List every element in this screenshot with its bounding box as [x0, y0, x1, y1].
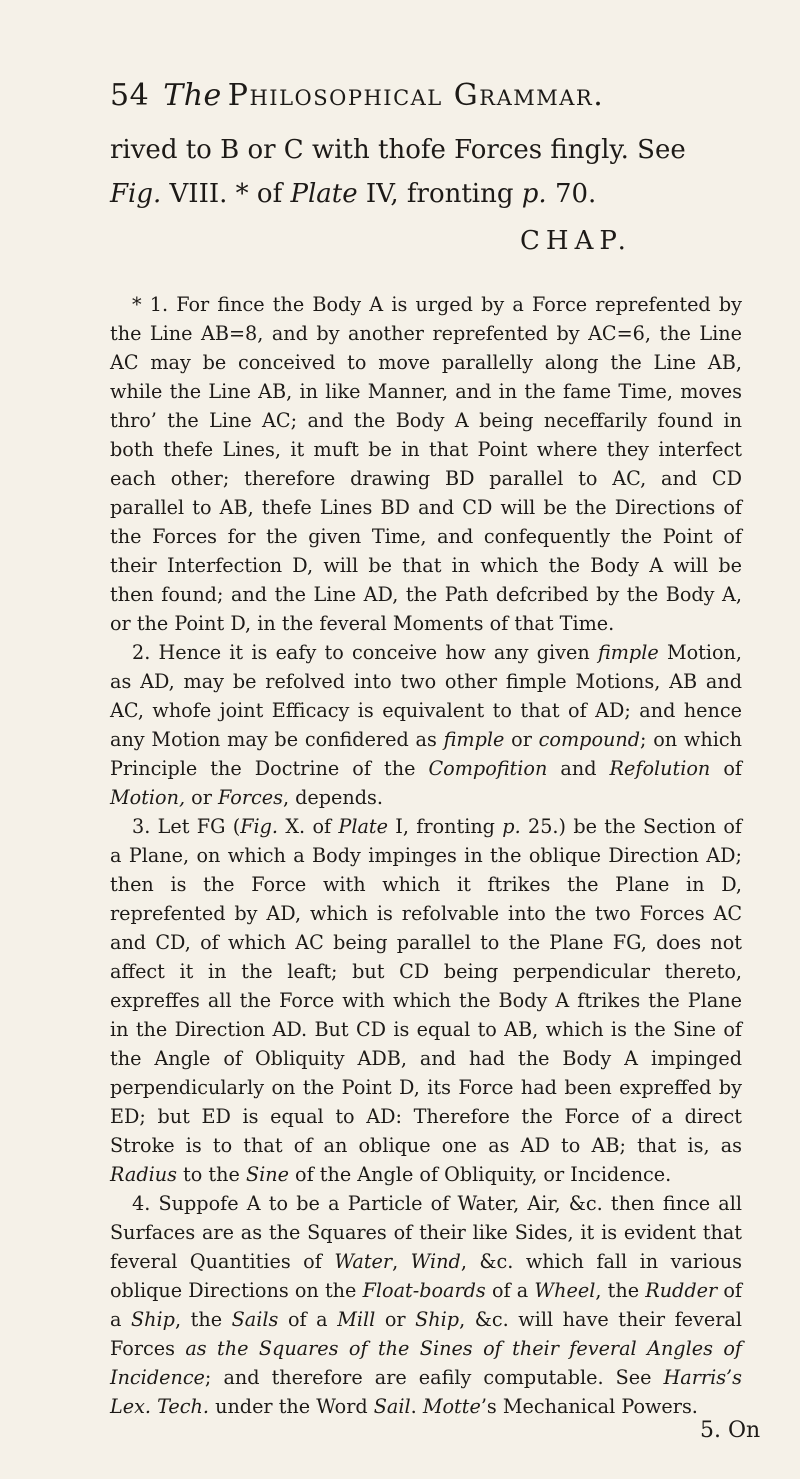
text: under the Word — [208, 1395, 374, 1418]
text: 2. Hence it is eafy to conceive how any given — [132, 641, 598, 664]
intro-text: rived to B or C with thofe Forces fingly. See — [110, 135, 686, 165]
paragraph-3 — [110, 812, 742, 1189]
italic-text: Sails — [231, 1308, 279, 1331]
italic-text: fimple — [443, 728, 505, 751]
italic-text: Rudder — [645, 1279, 718, 1302]
text: of a — [110, 1279, 742, 1331]
italic-text: Sine — [245, 1163, 289, 1186]
italic-text: Forces — [218, 786, 283, 809]
paragraph-4 — [110, 1189, 742, 1421]
header-the: The — [163, 78, 222, 113]
italic-text: Harris’s Lex. Tech. — [110, 1366, 742, 1418]
text: , the — [174, 1308, 232, 1331]
header-title: Philosophical Grammar. — [227, 78, 605, 113]
italic-text: as the Squares of the Sines of their feveral Angles of Incidence — [110, 1337, 742, 1389]
italic-text: Water — [334, 1250, 393, 1273]
text: I, fronting — [387, 815, 503, 838]
text: ; and therefore are eafily computable. See — [204, 1366, 664, 1389]
text: or — [375, 1308, 416, 1331]
text: , &c. will have their feveral Forces — [110, 1308, 742, 1360]
text: of — [710, 757, 742, 780]
italic-text: compound — [538, 728, 640, 751]
italic-text: Ship — [131, 1308, 175, 1331]
text: , the — [595, 1279, 646, 1302]
text: to the — [176, 1163, 246, 1186]
italic-text: Ship — [415, 1308, 460, 1331]
running-header — [110, 78, 604, 113]
italic-text: Float-boards — [362, 1279, 486, 1302]
italic-text: p. — [502, 815, 521, 838]
text: and — [547, 757, 610, 780]
italic-text: Fig. — [240, 815, 279, 838]
text: Motion, as AD, may be refolved into two other fimple Motions, AB and AC, whofe joint Efficacy is equivalent to that of AD; and hence any Motion may be confidered as — [110, 641, 742, 751]
text: ’s Mechanical Powers. — [480, 1395, 698, 1418]
italic-text: Refolution — [609, 757, 711, 780]
italic-text: Wheel — [534, 1279, 596, 1302]
italic-text: Wind — [410, 1250, 461, 1273]
italic-text: fimple — [597, 641, 659, 664]
italic-text: Motion, — [110, 786, 186, 809]
intro-plate: Plate — [290, 179, 358, 209]
catchword: 5. On — [700, 1418, 761, 1443]
paragraph-1: * 1. For fince the Body A is urged by a Force reprefented by the Line AB=8, and by another reprefented by AC=6, the Line AC may be conceived to move parallelly along the Line AB, while the Line AB, in like Manner, and in the fame Time, moves thro’ the Line AC; and the Body A being neceffarily found in both thefe Lines, it muft be in that Point where they interfect each other; therefore drawing BD parallel to AC, and CD parallel to AB, thefe Lines BD and CD will be the Directions of the Forces for the given Time, and confequently the Point of their Interfection D, will be that in which the Body A will be then found; and the Line AD, the Path defcribed by the Body A, or the Point D, in the feveral Moments of that Time. — [110, 293, 742, 635]
page-number: 54 — [110, 78, 150, 113]
text: ; on which Principle the Doctrine of the — [110, 728, 742, 780]
text: . — [410, 1395, 423, 1418]
text: of a — [278, 1308, 338, 1331]
italic-text: Motte — [422, 1395, 481, 1418]
text: of a — [485, 1279, 535, 1302]
text: 3. Let FG ( — [132, 815, 241, 838]
italic-text: Mill — [337, 1308, 376, 1331]
continuation-line — [110, 128, 740, 216]
text: or — [504, 728, 539, 751]
intro-text: VIII. * of — [161, 179, 291, 209]
text: , — [392, 1250, 411, 1273]
italic-text: Sail — [373, 1395, 411, 1418]
intro-text: IV, fronting — [357, 179, 522, 209]
italic-text: Compofition — [428, 757, 548, 780]
text: , depends. — [282, 786, 383, 809]
intro-fig: Fig. — [110, 179, 162, 209]
intro-p: p. — [521, 179, 547, 209]
italic-text: Plate — [338, 815, 388, 838]
text: X. of — [278, 815, 339, 838]
footnote-body — [110, 290, 742, 1421]
intro-text: 70. — [546, 179, 597, 209]
chapter-heading: CHAP. — [520, 226, 632, 256]
text: , &c. which fall in various oblique Directions on the — [110, 1250, 742, 1302]
paragraph-2 — [110, 638, 742, 812]
text: 25.) be the Section of a Plane, on which a Body impinges in the oblique Direction AD; then is the Force with which it ftrikes the Plane in D, reprefented by AD, which is refolvable into the two Forces AC and CD, of which AC being parallel to the Plane FG, does not affect it in the leaft; but CD being perpendicular thereto, expreffes all the Force with which the Body A ftrikes the Plane in the Direction AD. But CD is equal to AB, which is the Sine of the Angle of Obliquity ADB, and had the Body A impinged perpendicularly on the Point D, its Force had been expreffed by ED; but ED is equal to AD: Therefore the Force of a direct Stroke is to that of an oblique one as AD to AB; that is, as — [110, 815, 742, 1157]
text: 4. Suppofe A to be a Particle of Water, Air, &c. then fince all Surfaces are as the Squares of their like Sides, it is evident that feveral Quantities of — [110, 1192, 742, 1273]
italic-text: Radius — [110, 1163, 177, 1186]
text: or — [185, 786, 218, 809]
text: of the Angle of Obliquity, or Incidence. — [288, 1163, 672, 1186]
